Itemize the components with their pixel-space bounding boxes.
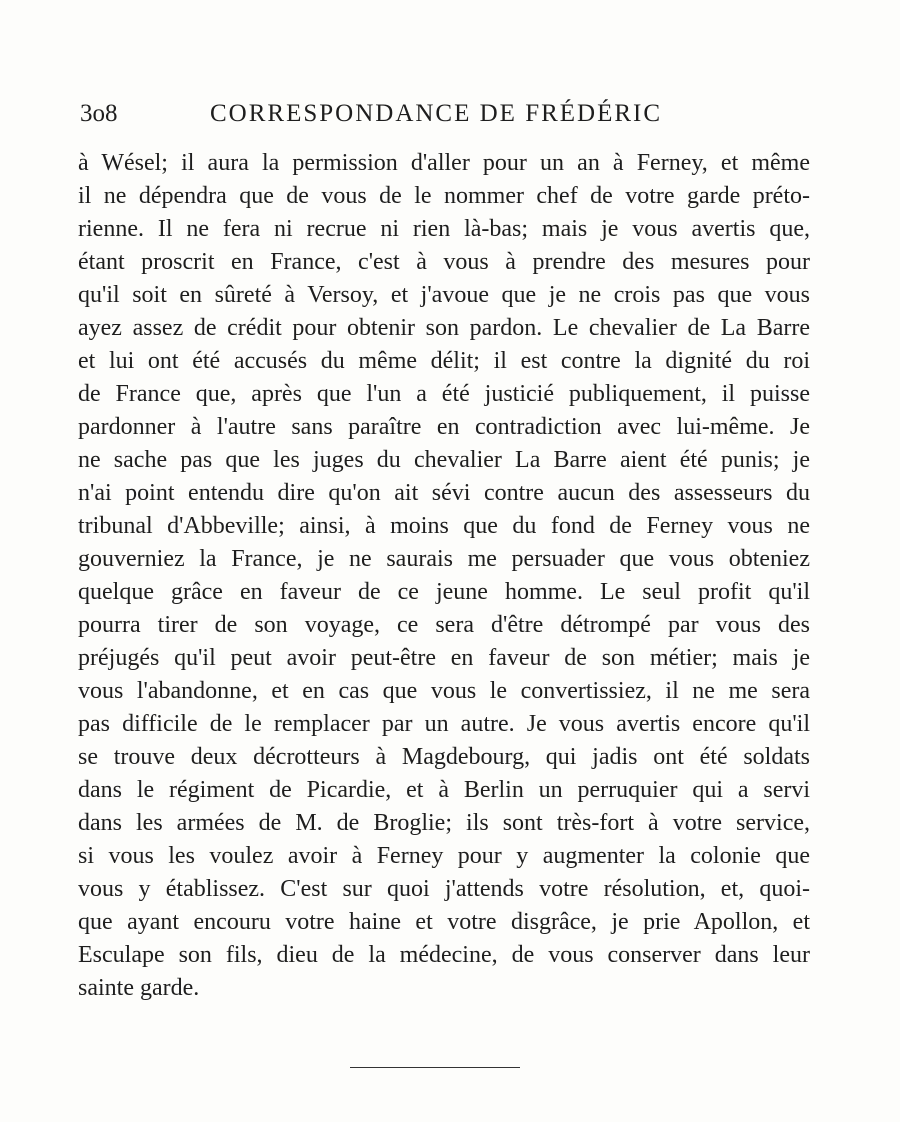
text-line: vous l'abandonne, et en cas que vous le convertissiez, il ne me sera	[78, 678, 810, 704]
text-line: rienne. Il ne fera ni recrue ni rien là-bas; mais je vous avertis que,	[78, 216, 810, 242]
text-line: vous y établissez. C'est sur quoi j'attends votre résolution, et, quoi-	[78, 876, 810, 902]
text-line: si vous les voulez avoir à Ferney pour y augmenter la colonie que	[78, 843, 810, 869]
text-line: ayez assez de crédit pour obtenir son pardon. Le chevalier de La Barre	[78, 315, 810, 341]
text-line: à Wésel; il aura la permission d'aller pour un an à Ferney, et même	[78, 150, 810, 176]
text-line: quelque grâce en faveur de ce jeune homme. Le seul profit qu'il	[78, 579, 810, 605]
running-title: CORRESPONDANCE DE FRÉDÉRIC	[210, 100, 663, 127]
text-line: il ne dépendra que de vous de le nommer chef de votre garde préto-	[78, 183, 810, 209]
text-line: dans les armées de M. de Broglie; ils sont très-fort à votre service,	[78, 810, 810, 836]
text-line: pas difficile de le remplacer par un autre. Je vous avertis encore qu'il	[78, 711, 810, 737]
text-line: pardonner à l'autre sans paraître en contradiction avec lui-même. Je	[78, 414, 810, 440]
text-line: de France que, après que l'un a été justicié publiquement, il puisse	[78, 381, 810, 407]
text-line: dans le régiment de Picardie, et à Berlin un perruquier qui a servi	[78, 777, 810, 803]
text-line: qu'il soit en sûreté à Versoy, et j'avoue que je ne crois pas que vous	[78, 282, 810, 308]
text-line: n'ai point entendu dire qu'on ait sévi contre aucun des assesseurs du	[78, 480, 810, 506]
text-line: étant proscrit en France, c'est à vous à prendre des mesures pour	[78, 249, 810, 275]
letter-body	[78, 147, 810, 1005]
text-line: que ayant encouru votre haine et votre disgrâce, je prie Apollon, et	[78, 909, 810, 935]
text-line: tribunal d'Abbeville; ainsi, à moins que du fond de Ferney vous ne	[78, 513, 810, 539]
text-line: Esculape son fils, dieu de la médecine, de vous conserver dans leur	[78, 942, 810, 968]
closing-rule	[350, 1067, 520, 1068]
page-header	[80, 100, 820, 136]
text-line: pourra tirer de son voyage, ce sera d'être détrompé par vous des	[78, 612, 810, 638]
text-line: préjugés qu'il peut avoir peut-être en faveur de son métier; mais je	[78, 645, 810, 671]
text-line: gouverniez la France, je ne saurais me persuader que vous obteniez	[78, 546, 810, 572]
text-line: ne sache pas que les juges du chevalier La Barre aient été punis; je	[78, 447, 810, 473]
text-line-final: sainte garde.	[78, 975, 200, 1001]
text-line: et lui ont été accusés du même délit; il est contre la dignité du roi	[78, 348, 810, 374]
page-number: 3o8	[80, 100, 118, 127]
text-line: se trouve deux décrotteurs à Magdebourg, qui jadis ont été soldats	[78, 744, 810, 770]
